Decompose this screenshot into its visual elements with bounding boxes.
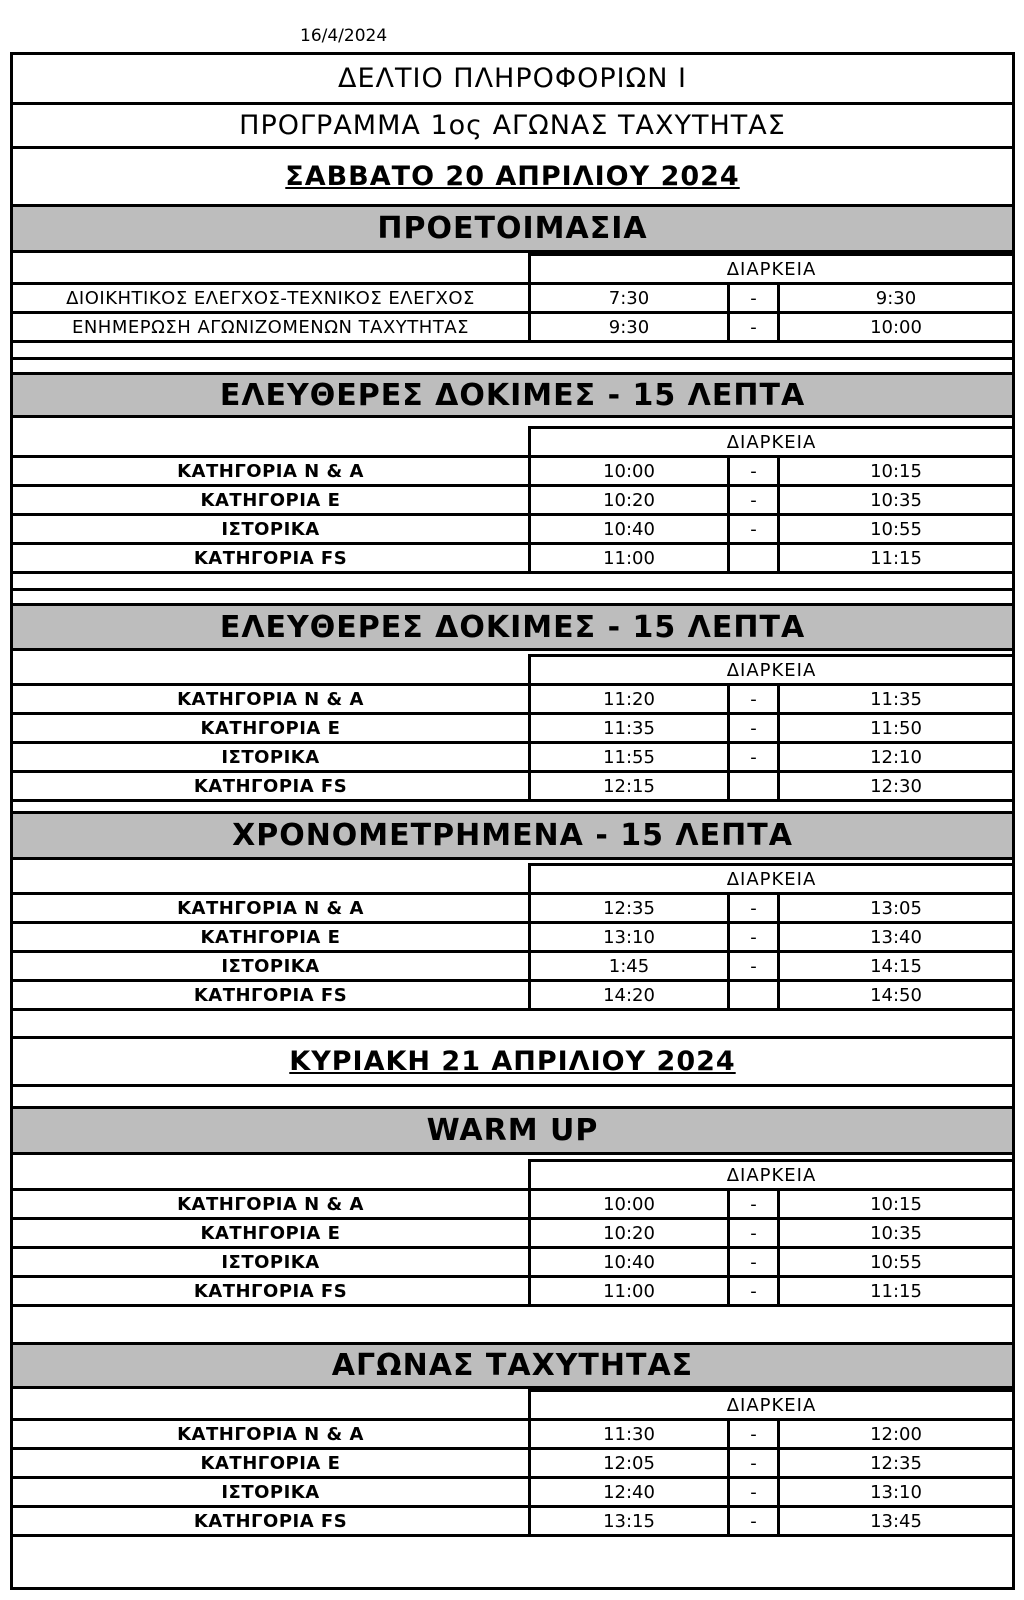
row-label: ΚΑΤΗΓΟΡΙΑ Ε (13, 715, 531, 741)
day1-text: ΣΑΒΒΑΤΟ 20 ΑΠΡΙΛΙΟΥ 2024 (285, 161, 740, 192)
end-time: 11:15 (870, 547, 922, 569)
section-title-text: WARM UP (426, 1113, 599, 1148)
program-title (13, 105, 1012, 149)
start-time: 12:05 (531, 1450, 730, 1476)
day2-text: ΚΥΡΙΑΚΗ 21 ΑΠΡΙΛΙΟΥ 2024 (289, 1046, 736, 1077)
end-time: 10:35 (870, 489, 922, 511)
duration-label: ΔΙΑΡΚΕΙΑ (531, 426, 1012, 455)
start-time: 12:15 (531, 773, 730, 799)
start-time: 12:35 (531, 895, 730, 921)
separator: - (730, 895, 780, 921)
row-label: ΚΑΤΗΓΟΡΙΑ FS (13, 982, 531, 1008)
row-label: ΙΣΤΟΡΙΚΑ (13, 953, 531, 979)
spacer-row (13, 1087, 1012, 1109)
start-time: 1:45 (531, 953, 730, 979)
table-row (13, 545, 1012, 574)
row-label: ΚΑΤΗΓΟΡΙΑ Ε (13, 487, 531, 513)
duration-label: ΔΙΑΡΚΕΙΑ (531, 253, 1012, 282)
spacer-row (13, 802, 1012, 814)
duration-label: ΔΙΑΡΚΕΙΑ (531, 1159, 1012, 1188)
end-time: 11:50 (870, 717, 922, 739)
separator: - (730, 314, 780, 340)
row-label: ΚΑΤΗΓΟΡΙΑ Ε (13, 924, 531, 950)
table-row (13, 516, 1012, 545)
end-time: 13:45 (870, 1510, 922, 1532)
end-time: 12:35 (870, 1452, 922, 1474)
row-label: ΚΑΤΗΓΟΡΙΑ FS (13, 773, 531, 799)
start-time: 10:00 (531, 458, 730, 484)
start-time: 10:40 (531, 1249, 730, 1275)
table-row (13, 487, 1012, 516)
spacer-row (13, 574, 1012, 591)
section-title (13, 1345, 1012, 1389)
end-time: 10:15 (870, 460, 922, 482)
row-label: ΚΑΤΗΓΟΡΙΑ FS (13, 1278, 531, 1304)
table-row (13, 686, 1012, 715)
section-title-text: ΕΛΕΥΘΕΡΕΣ ΔΟΚΙΜΕΣ - 15 ΛΕΠΤΑ (219, 609, 806, 645)
end-time: 13:10 (870, 1481, 922, 1503)
document-date: 16/4/2024 (300, 26, 388, 46)
start-time: 10:00 (531, 1191, 730, 1217)
spacer-row (13, 1011, 1012, 1039)
spacer-row (13, 343, 1012, 360)
separator: - (730, 1278, 780, 1304)
duration-header (13, 654, 1012, 686)
end-time: 10:15 (870, 1193, 922, 1215)
section-title-text: ΧΡΟΝΟΜΕΤΡΗΜΕΝΑ - 15 ΛΕΠΤΑ (232, 818, 793, 853)
end-time: 14:50 (870, 984, 922, 1006)
doc-title (13, 55, 1012, 105)
duration-header (13, 1389, 1012, 1421)
separator (730, 982, 780, 1008)
table-row (13, 314, 1012, 343)
table-row (13, 1220, 1012, 1249)
separator: - (730, 285, 780, 311)
row-label: ΚΑΤΗΓΟΡΙΑ Ν & Α (13, 895, 531, 921)
program-title-text: ΠΡΟΓΡΑΜΜΑ 1ος ΑΓΩΝΑΣ ΤΑΧΥΤΗΤΑΣ (239, 110, 786, 141)
day1-heading (13, 149, 1012, 207)
separator: - (730, 1450, 780, 1476)
end-time: 12:00 (870, 1423, 922, 1445)
start-time: 11:55 (531, 744, 730, 770)
row-label: ΚΑΤΗΓΟΡΙΑ FS (13, 1508, 531, 1534)
separator: - (730, 487, 780, 513)
section-title-text: ΑΓΩΝΑΣ ΤΑΧΥΤΗΤΑΣ (331, 1348, 694, 1383)
row-label: ΚΑΤΗΓΟΡΙΑ Ν & Α (13, 458, 531, 484)
table-row (13, 744, 1012, 773)
row-label: ΚΑΤΗΓΟΡΙΑ Ν & Α (13, 1191, 531, 1217)
table-row (13, 1249, 1012, 1278)
table-row (13, 715, 1012, 744)
separator: - (730, 1479, 780, 1505)
table-row (13, 953, 1012, 982)
title-text: ΔΕΛΤΙΟ ΠΛΗΡΟΦΟΡΙΩΝ Ι (337, 63, 688, 94)
start-time: 13:15 (531, 1508, 730, 1534)
end-time: 12:30 (870, 775, 922, 797)
separator: - (730, 744, 780, 770)
separator: - (730, 1220, 780, 1246)
separator: - (730, 715, 780, 741)
row-label: ΙΣΤΟΡΙΚΑ (13, 744, 531, 770)
table-row (13, 773, 1012, 802)
end-time: 10:55 (870, 1251, 922, 1273)
separator: - (730, 924, 780, 950)
end-time: 11:15 (870, 1280, 922, 1302)
section-title (13, 814, 1012, 860)
table-row (13, 1191, 1012, 1220)
separator: - (730, 458, 780, 484)
end-time: 13:05 (870, 897, 922, 919)
separator: - (730, 1508, 780, 1534)
duration-header (13, 426, 1012, 458)
row-label: ΚΑΤΗΓΟΡΙΑ FS (13, 545, 531, 571)
section-title (13, 207, 1012, 253)
duration-label: ΔΙΑΡΚΕΙΑ (531, 1389, 1012, 1418)
schedule-sheet (10, 52, 1015, 1590)
row-label: ΔΙΟΙΚΗΤΙΚΟΣ ΕΛΕΓΧΟΣ-ΤΕΧΝΙΚΟΣ ΕΛΕΓΧΟΣ (13, 285, 531, 311)
row-label: ΚΑΤΗΓΟΡΙΑ Ν & Α (13, 1421, 531, 1447)
end-time: 11:35 (870, 688, 922, 710)
separator: - (730, 516, 780, 542)
duration-label: ΔΙΑΡΚΕΙΑ (531, 863, 1012, 892)
spacer-row (13, 1307, 1012, 1345)
duration-header (13, 253, 1012, 285)
table-row (13, 1421, 1012, 1450)
table-row (13, 982, 1012, 1011)
end-time: 9:30 (875, 287, 917, 309)
section-title-text: ΕΛΕΥΘΕΡΕΣ ΔΟΚΙΜΕΣ - 15 ΛΕΠΤΑ (219, 377, 806, 413)
section-title (13, 603, 1012, 651)
row-label: ΕΝΗΜΕΡΩΣΗ ΑΓΩΝΙΖΟΜΕΝΩΝ ΤΑΧΥΤΗΤΑΣ (13, 314, 531, 340)
table-row (13, 1508, 1012, 1537)
start-time: 12:40 (531, 1479, 730, 1505)
separator: - (730, 1421, 780, 1447)
end-time: 10:00 (870, 316, 922, 338)
start-time: 10:20 (531, 1220, 730, 1246)
start-time: 11:30 (531, 1421, 730, 1447)
separator (730, 773, 780, 799)
end-time: 10:35 (870, 1222, 922, 1244)
table-row (13, 1450, 1012, 1479)
start-time: 11:00 (531, 545, 730, 571)
start-time: 13:10 (531, 924, 730, 950)
start-time: 11:20 (531, 686, 730, 712)
start-time: 11:00 (531, 1278, 730, 1304)
section-title (13, 1109, 1012, 1155)
table-row (13, 285, 1012, 314)
start-time: 10:40 (531, 516, 730, 542)
table-row (13, 1278, 1012, 1307)
start-time: 9:30 (531, 314, 730, 340)
start-time: 7:30 (531, 285, 730, 311)
row-label: ΙΣΤΟΡΙΚΑ (13, 516, 531, 542)
duration-header (13, 1159, 1012, 1191)
row-label: ΙΣΤΟΡΙΚΑ (13, 1479, 531, 1505)
section-title-text: ΠΡΟΕΤΟΙΜΑΣΙΑ (377, 211, 648, 246)
section-title (13, 372, 1012, 418)
row-label: ΚΑΤΗΓΟΡΙΑ Ν & Α (13, 686, 531, 712)
table-row (13, 1479, 1012, 1508)
start-time: 14:20 (531, 982, 730, 1008)
day2-heading (13, 1039, 1012, 1087)
row-label: ΚΑΤΗΓΟΡΙΑ Ε (13, 1220, 531, 1246)
separator (730, 545, 780, 571)
separator: - (730, 1191, 780, 1217)
end-time: 12:10 (870, 746, 922, 768)
end-time: 14:15 (870, 955, 922, 977)
row-label: ΚΑΤΗΓΟΡΙΑ Ε (13, 1450, 531, 1476)
duration-header (13, 863, 1012, 895)
separator: - (730, 953, 780, 979)
start-time: 11:35 (531, 715, 730, 741)
end-time: 13:40 (870, 926, 922, 948)
row-label: ΙΣΤΟΡΙΚΑ (13, 1249, 531, 1275)
table-row (13, 895, 1012, 924)
spacer-row (13, 1537, 1012, 1553)
duration-label: ΔΙΑΡΚΕΙΑ (531, 654, 1012, 683)
separator: - (730, 686, 780, 712)
table-row (13, 924, 1012, 953)
table-row (13, 458, 1012, 487)
end-time: 10:55 (870, 518, 922, 540)
separator: - (730, 1249, 780, 1275)
start-time: 10:20 (531, 487, 730, 513)
